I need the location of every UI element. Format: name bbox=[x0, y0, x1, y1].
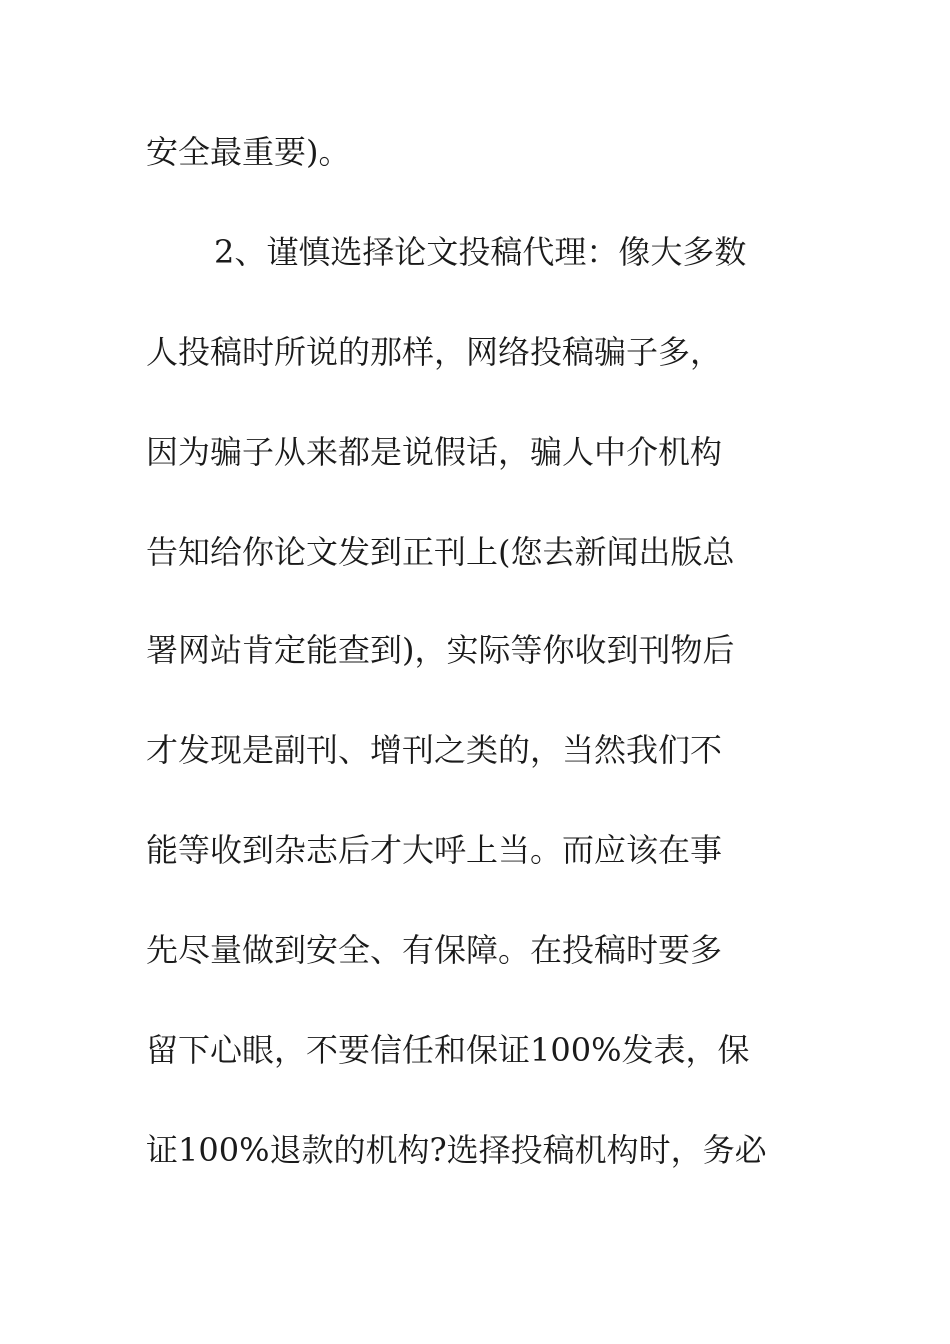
text-line-9: 先尽量做到安全、有保障。在投稿时要多 bbox=[146, 931, 723, 969]
paragraph-start-line: 2、谨慎选择论文投稿代理：像大多数 bbox=[214, 233, 747, 271]
text-line-7: 才发现是副刊、增刊之类的，当然我们不 bbox=[146, 731, 723, 769]
text-line-8: 能等收到杂志后才大呼上当。而应该在事 bbox=[146, 831, 723, 869]
text-line-1: 安全最重要)。 bbox=[146, 133, 351, 171]
text-line-11: 证100%退款的机构?选择投稿机构时，务必 bbox=[146, 1131, 767, 1169]
text-line-10: 留下心眼，不要信任和保证100%发表，保 bbox=[146, 1031, 750, 1069]
text-line-5: 告知给你论文发到正刊上(您去新闻出版总 bbox=[146, 533, 735, 571]
text-line-4: 因为骗子从来都是说假话，骗人中介机构 bbox=[146, 433, 723, 471]
text-line-3: 人投稿时所说的那样，网络投稿骗子多， bbox=[146, 333, 723, 371]
text-line-6: 署网站肯定能查到)，实际等你收到刊物后 bbox=[146, 631, 735, 669]
